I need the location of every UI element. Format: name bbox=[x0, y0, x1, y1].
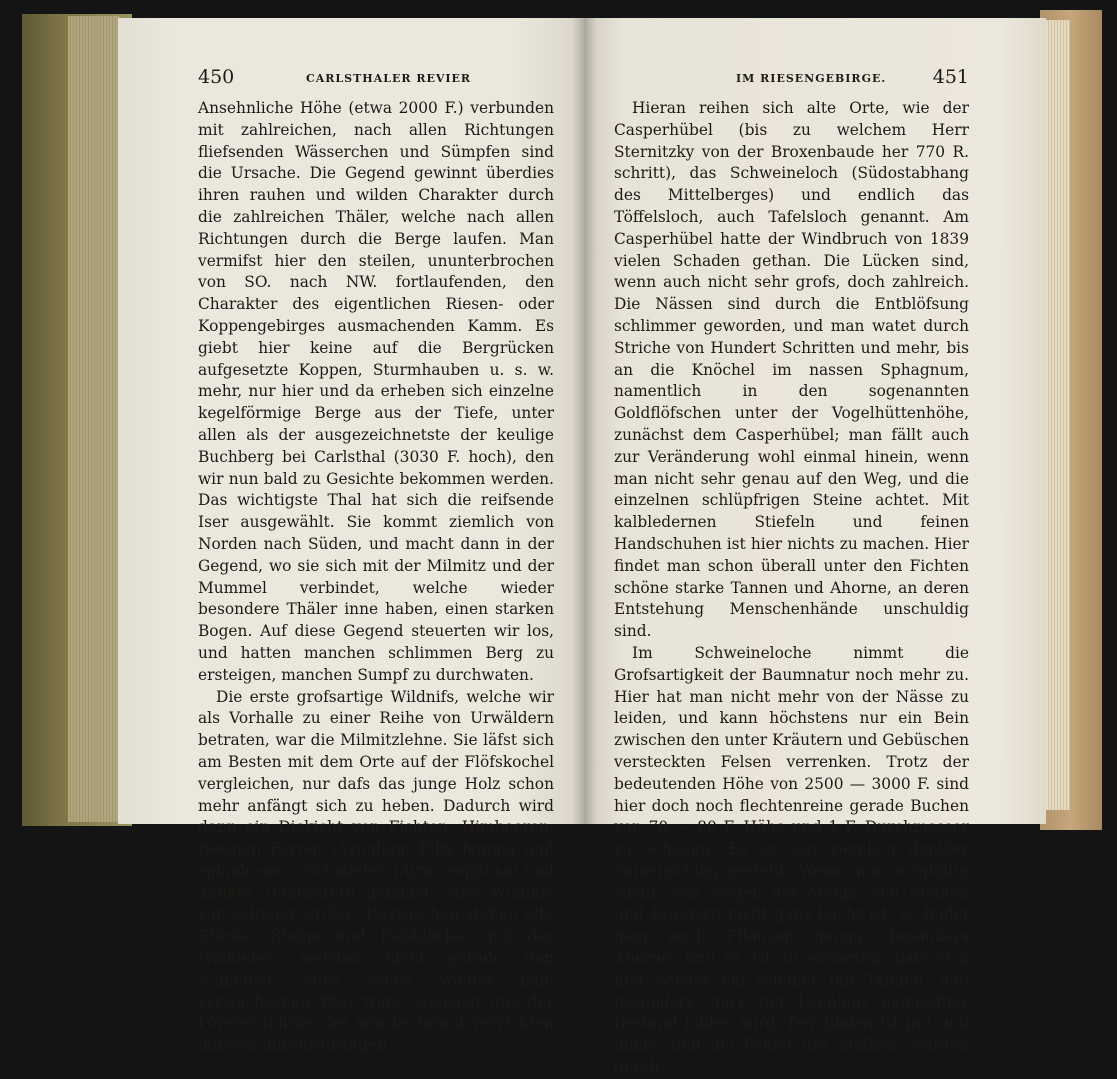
right-paragraph-2: Im Schweineloche nimmt die Grofsartigkeit der Baumnatur noch mehr zu. Hier hat man nicht mehr von der Nässe zu leiden, und kann höchstens nur ein Bein zwischen den unter Kräutern und Gebüschen versteckten Felsen verrenken. Trotz der bedeutenden Höhe von 2500 — 3000 F. sind hier doch noch flechtenreine gerade Buchen von 70 — 80 F. Höhe und 1 F. Durchmesser zu schauen. Es ist ein ziemlich dunkler Samenschlag gestellt. Wenn man sorgfältig sucht, was wegen der Menge von Steinen und Kräutern nicht ganz leicht ist, so findet man auch Pflanzen genug, besonders Ahorne, und es ist zu erwarten, dafs sich hier wieder ein schöner mit Tannen, und besonders stark mit Laubholz gemischter Bestand bilden wird. Der Boden ist gut und milde, und die Fehler der Südlage werden durch bbox=[614, 643, 969, 1077]
right-running-head: IM RIESENGEBIRGE. bbox=[736, 72, 887, 85]
right-page bbox=[584, 18, 1046, 1077]
right-page-body bbox=[614, 98, 969, 1079]
page-edges-left bbox=[68, 16, 120, 822]
left-running-head: CARLSTHALER REVIER bbox=[306, 72, 472, 85]
left-page-number: 450 bbox=[198, 66, 235, 88]
left-paragraph-2: Die erste grofsartige Wildnifs, welche wir als Vorhalle zu einer Reihe von Urwäldern betraten, war die Milmitzlehne. Sie läfst sich am Besten mit dem Orte auf der Flöfskochel vergleichen, nur dafs das junge Holz schon mehr anfängt sich zu heben. Dadurch wird dann ein Dickicht von Fichten, Himbeeren, riesigen Farren (Aspidium Filix femina und spinulosum), Schmielen (Aira cespitosa) und andern Unkräutern gebildet, eine Wildnifs von seltener Gröfse. Dazwischen stehen alte Stöcke, Steine und Felsblöcke, und der Wanderer, welcher nicht gerade den schmalen, auch schon wieder halb verwachsenen Weg träfe, welchen uns der Förster führte, der würde darauf verzichten müssen durchzudringen. bbox=[198, 687, 554, 1055]
right-page-header bbox=[614, 66, 969, 92]
left-page-body bbox=[198, 98, 554, 1057]
left-page-header bbox=[198, 66, 548, 92]
right-paragraph-1: Hieran reihen sich alte Orte, wie der Casperhübel (bis zu welchem Herr Sternitzky von der Broxenbaude her 770 R. schritt), das Schweineloch (Südostabhang des Mittelberges) und endlich das Töffelsloch, auch Tafelsloch genannt. Am Casperhübel hatte der Windbruch von 1839 vielen Schaden gethan. Die Lücken sind, wenn auch nicht sehr grofs, doch zahlreich. Die Nässen sind durch die Entblöfsung schlimmer geworden, und man watet durch Striche von Hundert Schritten und mehr, bis an die Knöchel im nassen Sphagnum, namentlich in den sogenannten Goldflöfschen unter der Vogelhüttenhöhe, zunächst dem Casperhübel; man fällt auch zur Veränderung wohl einmal hinein, wenn man nicht sehr genau auf den Weg, und die einzelnen schlüpfrigen Steine achtet. Mit kalbledernen Stiefeln und feinen Handschuhen ist hier nichts zu machen. Hier findet man schon überall unter den Fichten schöne starke Tannen und Ahorne, an deren Entstehung Menschenhände unschuldig sind. bbox=[614, 99, 969, 641]
right-page-number: 451 bbox=[932, 66, 969, 88]
left-page bbox=[118, 18, 584, 1055]
book-gutter bbox=[572, 18, 596, 824]
left-paragraph-1: Ansehnliche Höhe (etwa 2000 F.) verbunden mit zahlreichen, nach allen Richtungen fliefsenden Wässerchen und Sümpfen sind die Ursache. Die Gegend gewinnt überdies ihren rauhen und wilden Charakter durch die zahlreichen Thäler, welche nach allen Richtungen durch die Berge laufen. Man vermifst hier den steilen, ununterbrochen von SO. nach NW. fortlaufenden, den Charakter des eigentlichen Riesen- oder Koppengebirges ausmachenden Kamm. Es giebt hier keine auf die Bergrücken aufgesetzte Koppen, Sturmhauben u. s. w. mehr, nur hier und da erheben sich einzelne kegelförmige Berge aus der Tiefe, unter allen als der ausgezeichnetste der keulige Buchberg bei Carlsthal (3030 F. hoch), den wir nun bald zu Gesichte bekommen werden. Das wichtigste Thal hat sich die reifsende Iser ausgewählt. Sie kommt ziemlich von Norden nach Süden, und macht dann in der Gegend, wo sie sich mit der Milmitz und der Mummel verbindet, welche wieder besondere Thäler inne haben, einen starken Bogen. Auf diese Gegend steuerten wir los, und hatten manchen schlimmen Berg zu ersteigen, manchen Sumpf zu durchwaten. bbox=[198, 99, 554, 684]
